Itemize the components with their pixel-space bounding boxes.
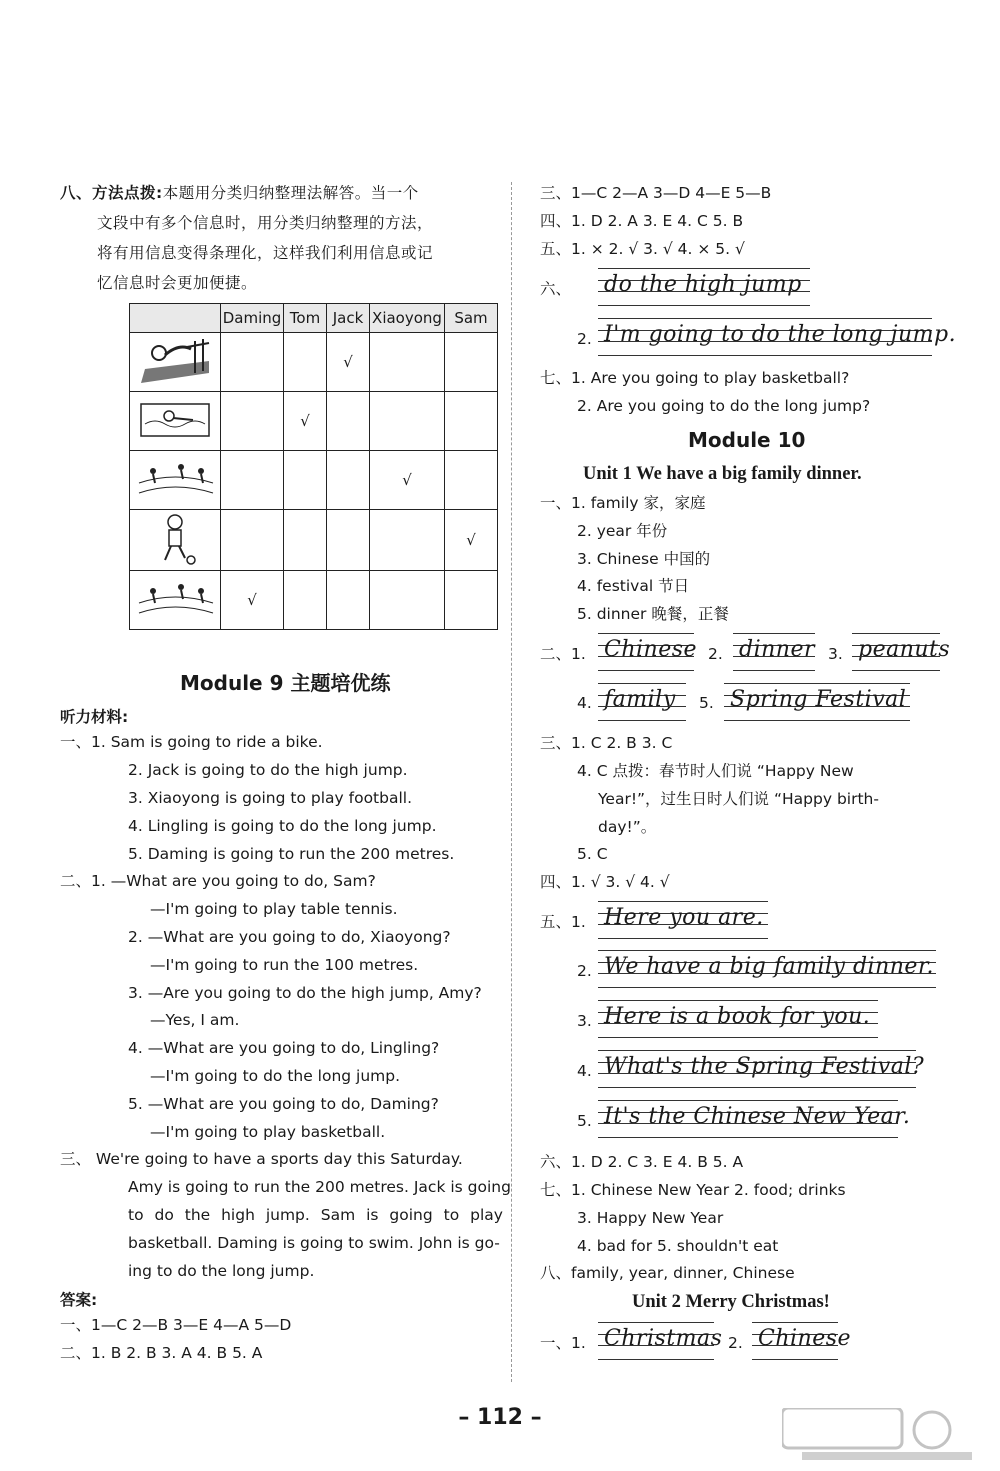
answer-line: 七、1. Are you going to play basketball? xyxy=(540,369,850,387)
table-cell xyxy=(445,392,498,451)
table-cell xyxy=(370,510,445,571)
listening-line: 4. Lingling is going to do the long jump. xyxy=(128,817,437,835)
handwritten-answer: family xyxy=(604,687,676,712)
listening-line: 5. Daming is going to run the 200 metres. xyxy=(128,845,455,863)
answers-label: 答案: xyxy=(60,1291,98,1309)
item-number: 2. xyxy=(577,330,592,348)
listening-line: —I'm going to play basketball. xyxy=(150,1123,386,1141)
table-header-row xyxy=(130,304,498,333)
swimming-icon xyxy=(130,392,221,451)
item-number: 2. xyxy=(708,645,723,663)
writing-line xyxy=(598,1100,911,1138)
listening-line: —Yes, I am. xyxy=(150,1011,240,1029)
table-header: Jack xyxy=(327,304,370,333)
football-icon xyxy=(130,510,221,571)
listening-line: 3. Xiaoyong is going to play football. xyxy=(128,789,413,807)
table-corner xyxy=(130,304,221,333)
listening-line: 三、 We're going to have a sports day this Saturday. xyxy=(60,1150,463,1168)
table-cell xyxy=(370,571,445,630)
answer-line: 3. Happy New Year xyxy=(577,1209,724,1227)
handwritten-answer: Chinese xyxy=(758,1326,852,1351)
table-cell xyxy=(221,333,284,392)
answer-line: 五、1. × 2. √ 3. √ 4. × 5. √ xyxy=(540,240,745,258)
handwritten-answer: I'm going to do the long jump. xyxy=(604,322,957,347)
writing-line xyxy=(752,1322,852,1360)
section-six-label: 六、 xyxy=(540,280,572,298)
handwritten-answer: Here is a book for you. xyxy=(604,1004,871,1029)
handwritten-answer: Here you are. xyxy=(604,905,764,930)
module10-title: Module 10 xyxy=(688,428,806,452)
table-row xyxy=(130,571,498,630)
table-cell xyxy=(370,333,445,392)
answer-line: 四、1. √ 3. √ 4. √ xyxy=(540,873,670,891)
section-five-label: 五、1. xyxy=(540,913,586,931)
answer-line: 三、1—C 2—A 3—D 4—E 5—B xyxy=(540,184,772,202)
listening-line: 二、1. —What are you going to do, Sam? xyxy=(60,872,376,890)
handwritten-answer: We have a big family dinner. xyxy=(604,954,935,979)
item-number: 2. xyxy=(728,1334,743,1352)
handwritten-answer: Spring Festival xyxy=(730,687,907,712)
answer-line: 5. C xyxy=(577,845,608,863)
table-cell xyxy=(370,392,445,451)
table-cell xyxy=(327,510,370,571)
table-cell: √ xyxy=(370,451,445,510)
listening-line: 5. —What are you going to do, Daming? xyxy=(128,1095,439,1113)
listening-line: Amy is going to run the 200 metres. Jack is going xyxy=(128,1178,511,1196)
table-header: Xiaoyong xyxy=(370,304,445,333)
table-cell xyxy=(445,571,498,630)
item-number: 3. xyxy=(828,645,843,663)
item-number: 5. xyxy=(577,1112,592,1130)
answer-line: 三、1. C 2. B 3. C xyxy=(540,734,673,752)
answer-line: 2. Are you going to do the long jump? xyxy=(577,397,871,415)
table-cell xyxy=(327,392,370,451)
answer-line: 4. bad for 5. shouldn't eat xyxy=(577,1237,779,1255)
handwritten-answer: What's the Spring Festival? xyxy=(604,1054,925,1079)
writing-line xyxy=(598,1000,878,1038)
watermark-logo-icon xyxy=(782,1408,982,1464)
table-row xyxy=(130,510,498,571)
handwritten-answer: do the high jump xyxy=(604,272,802,297)
table-header: Sam xyxy=(445,304,498,333)
writing-line xyxy=(598,1050,925,1088)
table-header: Tom xyxy=(284,304,327,333)
answer-line: 二、1. B 2. B 3. A 4. B 5. A xyxy=(60,1344,263,1362)
table-cell: √ xyxy=(327,333,370,392)
answer-line: 一、1—C 2—B 3—E 4—A 5—D xyxy=(60,1316,292,1334)
table-cell xyxy=(284,571,327,630)
unit2-title: Unit 2 Merry Christmas! xyxy=(632,1292,830,1312)
item-number: 4. xyxy=(577,694,592,712)
table-cell xyxy=(327,571,370,630)
writing-line xyxy=(598,950,936,988)
writing-line xyxy=(598,318,957,356)
writing-line xyxy=(598,633,698,671)
listening-line: —I'm going to play table tennis. xyxy=(150,900,398,918)
handwritten-answer: dinner xyxy=(739,637,815,662)
method-tip-line-4: 忆信息时会更加便捷。 xyxy=(97,274,258,292)
vocab-line: 5. dinner 晚餐，正餐 xyxy=(577,605,729,623)
running-race-icon xyxy=(130,571,221,630)
listening-line: 一、1. Sam is going to ride a bike. xyxy=(60,733,323,751)
listening-line: basketball. Daming is going to swim. John is go- xyxy=(128,1234,500,1252)
answer-line: day!”。 xyxy=(598,818,657,836)
writing-line xyxy=(598,901,768,939)
vocab-line: 2. year 年份 xyxy=(577,522,668,540)
vocab-line: 4. festival 节日 xyxy=(577,577,690,595)
high-jump-icon xyxy=(130,333,221,392)
method-tip-prefix: 八、方法点拨: xyxy=(60,184,163,202)
handwritten-answer: Chinese xyxy=(604,637,698,662)
writing-line xyxy=(598,683,686,721)
section-two-label: 二、1. xyxy=(540,645,586,663)
method-tip-text: 本题用分类归纳整理法解答。当一个 xyxy=(162,184,419,202)
table-cell xyxy=(221,392,284,451)
answer-line: 四、1. D 2. A 3. E 4. C 5. B xyxy=(540,212,744,230)
answer-line: 七、1. Chinese New Year 2. food; drinks xyxy=(540,1181,846,1199)
item-number: 4. xyxy=(577,1062,592,1080)
listening-line: —I'm going to do the long jump. xyxy=(150,1067,401,1085)
writing-line xyxy=(598,1322,723,1360)
answer-line: 六、1. D 2. C 3. E 4. B 5. A xyxy=(540,1153,744,1171)
handwritten-answer: It's the Chinese New Year. xyxy=(604,1104,911,1129)
method-tip-line-3: 将有用信息变得条理化，这样我们利用信息或记 xyxy=(97,244,434,262)
table-cell xyxy=(284,451,327,510)
table-cell: √ xyxy=(221,571,284,630)
writing-line xyxy=(724,683,910,721)
handwritten-answer: peanuts xyxy=(858,637,951,662)
table-cell xyxy=(284,333,327,392)
table-cell xyxy=(445,333,498,392)
table-cell xyxy=(327,451,370,510)
table-cell xyxy=(284,510,327,571)
handwritten-answer: Christmas xyxy=(604,1326,723,1351)
vocab-line: 一、1. family 家，家庭 xyxy=(540,494,706,512)
listening-line: 2. Jack is going to do the high jump. xyxy=(128,761,408,779)
running-race-icon xyxy=(130,451,221,510)
method-tip-line-1 xyxy=(60,183,419,203)
answer-line: 八、family, year, dinner, Chinese xyxy=(540,1264,795,1282)
table-cell xyxy=(445,451,498,510)
answer-line: Year!”，过生日时人们说 “Happy birth- xyxy=(598,790,879,808)
table-row xyxy=(130,333,498,392)
listening-line: 2. —What are you going to do, Xiaoyong? xyxy=(128,928,451,946)
table-header: Daming xyxy=(221,304,284,333)
table-cell xyxy=(221,451,284,510)
table-cell xyxy=(221,510,284,571)
item-number: 5. xyxy=(699,694,714,712)
writing-line xyxy=(733,633,815,671)
column-divider xyxy=(511,182,512,1382)
listening-label: 听力材料: xyxy=(60,708,129,726)
sports-table xyxy=(129,303,498,630)
listening-line: 3. —Are you going to do the high jump, Amy? xyxy=(128,984,482,1002)
item-number: 3. xyxy=(577,1012,592,1030)
listening-line: ing to do the long jump. xyxy=(128,1262,315,1280)
table-row xyxy=(130,451,498,510)
table-cell: √ xyxy=(445,510,498,571)
table-cell: √ xyxy=(284,392,327,451)
listening-line: —I'm going to run the 100 metres. xyxy=(150,956,419,974)
method-tip-line-2: 文段中有多个信息时，用分类归纳整理的方法， xyxy=(97,214,434,232)
item-number: 2. xyxy=(577,962,592,980)
table-row xyxy=(130,392,498,451)
section-one-label: 一、1. xyxy=(540,1334,586,1352)
listening-line: to do the high jump. Sam is going to play xyxy=(128,1206,503,1224)
module9-title: Module 9 主题培优练 xyxy=(180,671,391,695)
vocab-line: 3. Chinese 中国的 xyxy=(577,550,711,568)
unit1-title: Unit 1 We have a big family dinner. xyxy=(583,464,862,484)
listening-line: 4. —What are you going to do, Lingling? xyxy=(128,1039,440,1057)
writing-line xyxy=(598,268,810,306)
answer-line: 4. C 点拨：春节时人们说 “Happy New xyxy=(577,762,854,780)
writing-line xyxy=(852,633,951,671)
page-number: – 112 – xyxy=(458,1405,542,1430)
